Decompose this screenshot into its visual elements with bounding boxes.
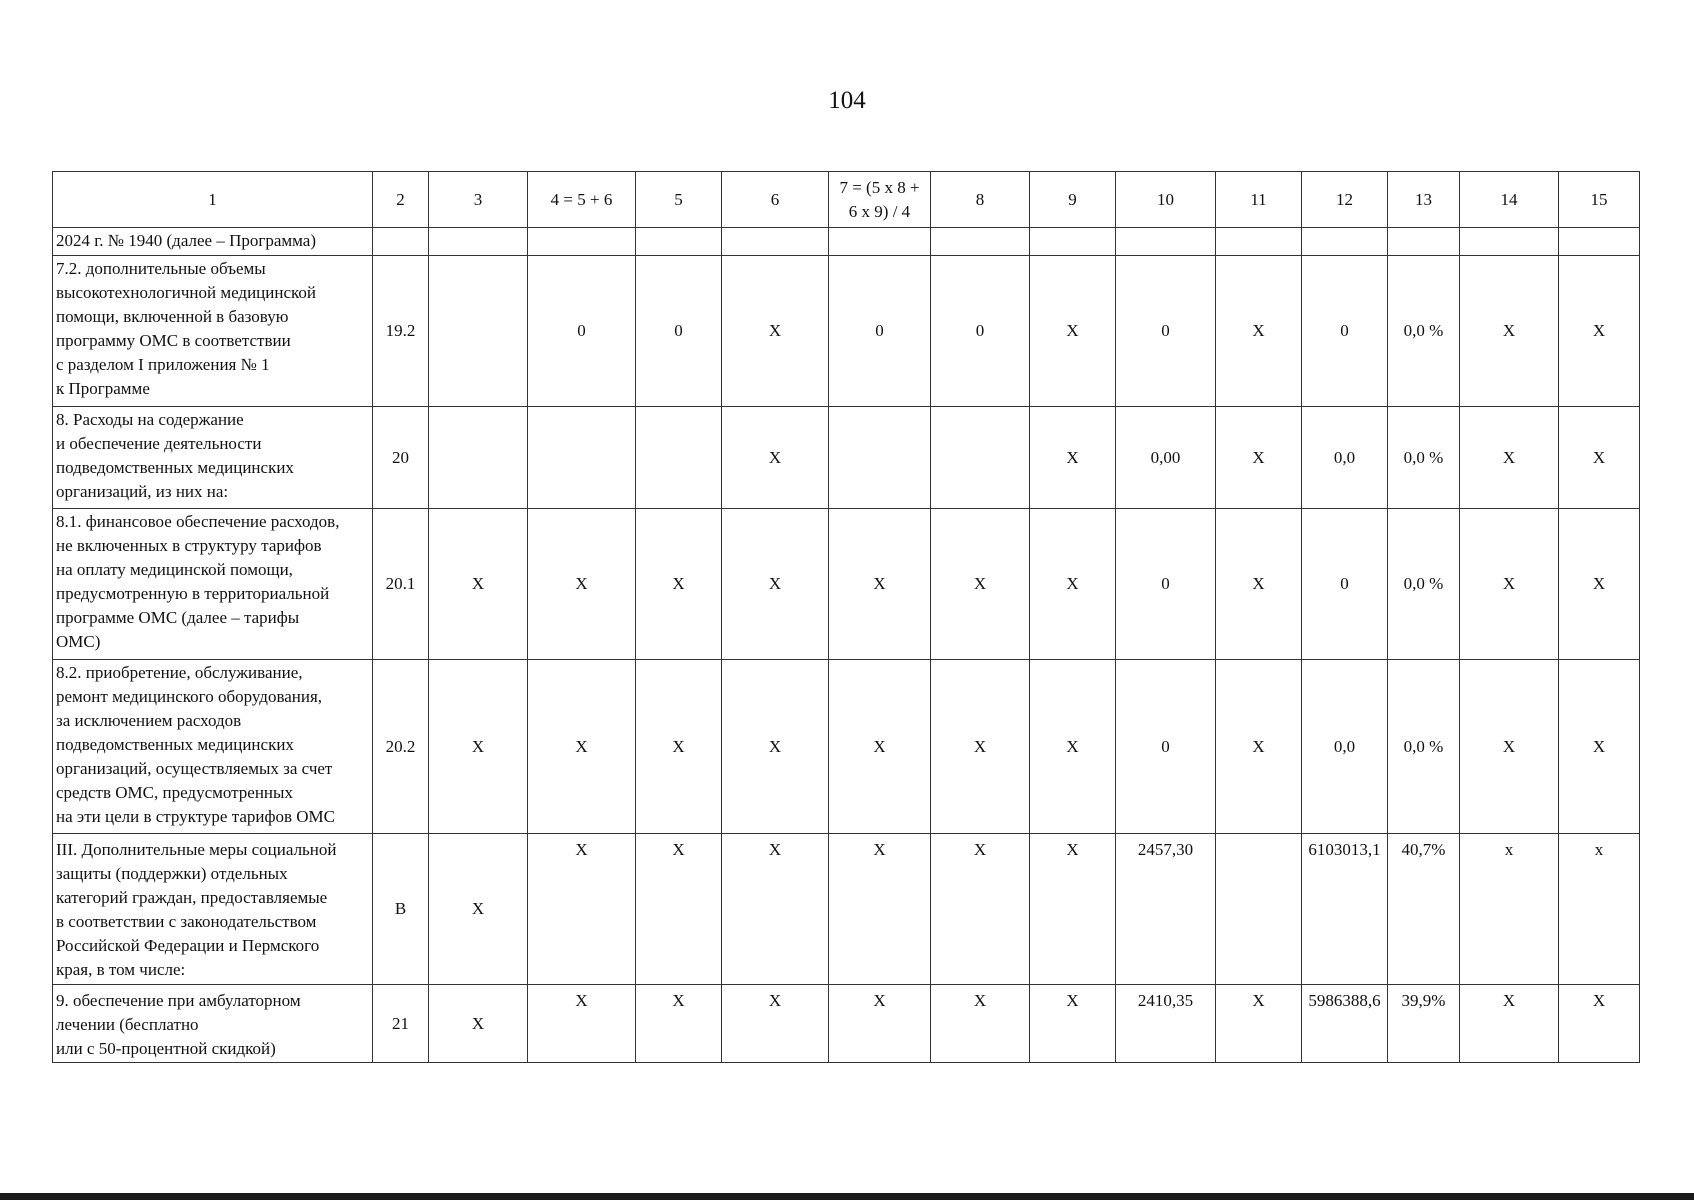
cell-text: Х bbox=[1252, 321, 1265, 340]
table-row bbox=[53, 256, 1640, 407]
table-cell-col-5 bbox=[636, 256, 722, 407]
header-cell-6: 6 bbox=[722, 172, 829, 228]
table-cell-col-12 bbox=[1302, 407, 1388, 509]
table-cell-col-3 bbox=[429, 228, 528, 256]
table-cell-col-8 bbox=[931, 834, 1030, 985]
cell-text: Х bbox=[1066, 736, 1079, 756]
header-cell-9: 9 bbox=[1030, 172, 1116, 228]
table-cell-col-9 bbox=[1030, 509, 1116, 660]
table-cell-col-13 bbox=[1388, 256, 1460, 407]
table-cell-col-13 bbox=[1388, 834, 1460, 985]
cell-text: Х bbox=[672, 991, 685, 1010]
table-cell-col-5 bbox=[636, 834, 722, 985]
cell-text: 0,0 bbox=[1333, 447, 1356, 467]
table-cell-col-4 bbox=[528, 407, 636, 509]
table-body bbox=[53, 228, 1640, 1063]
cell-text: Х bbox=[768, 991, 782, 1010]
table-cell-col-5 bbox=[636, 228, 722, 256]
cell-text: 0,00 bbox=[1150, 447, 1181, 467]
table-cell-col-10 bbox=[1116, 256, 1216, 407]
table-cell-col-14 bbox=[1460, 660, 1559, 834]
cell-text: 8.1. финансовое обеспечение расходов, не включенных в структуру тарифов на оплату медицинской помощи, предусмотренную в территориальной программе ОМС (далее – тарифы ОМС) bbox=[56, 512, 340, 651]
cell-text: Х bbox=[1252, 736, 1265, 756]
cell-text: Х bbox=[471, 736, 485, 756]
table-cell-col-13 bbox=[1388, 660, 1460, 834]
cell-text: Х bbox=[973, 991, 987, 1010]
table-cell-col-14 bbox=[1460, 407, 1559, 509]
table-cell-col-6 bbox=[722, 834, 829, 985]
cell-text: 6103013,1 bbox=[1308, 840, 1381, 859]
table-cell-col-14 bbox=[1460, 228, 1559, 256]
table-cell-col-14 bbox=[1460, 985, 1559, 1063]
table-cell-col-10 bbox=[1116, 660, 1216, 834]
cell-text: 5986388,6 bbox=[1308, 991, 1381, 1010]
cell-text: Х bbox=[1592, 574, 1606, 593]
cell-text: 8.2. приобретение, обслуживание, ремонт медицинского оборудования, за исключением расходов подведомственных медицинских организаций, осуществляемых за счет средств ОМС, предусмотренных на эти цели в структуре тарифов ОМС bbox=[56, 663, 336, 826]
cell-text: Х bbox=[1066, 321, 1079, 340]
cell-text: Х bbox=[1592, 991, 1606, 1010]
cell-text: Х bbox=[672, 840, 685, 859]
cell-text: Х bbox=[1252, 447, 1265, 467]
table-cell-col-2 bbox=[373, 509, 429, 660]
table-cell-col-4 bbox=[528, 834, 636, 985]
table-cell-col-3 bbox=[429, 407, 528, 509]
table-cell-col-9 bbox=[1030, 985, 1116, 1063]
table-cell-col-13 bbox=[1388, 509, 1460, 660]
cell-text: Х bbox=[973, 736, 987, 756]
table-cell-col-12 bbox=[1302, 228, 1388, 256]
table-cell-col-11 bbox=[1216, 660, 1302, 834]
table-cell-col-8 bbox=[931, 228, 1030, 256]
cell-text: Х bbox=[768, 321, 782, 340]
cell-text: В bbox=[394, 899, 407, 918]
table-cell-col-9 bbox=[1030, 256, 1116, 407]
table-cell-col-6 bbox=[722, 407, 829, 509]
cell-text: 0 bbox=[1161, 574, 1170, 593]
cell-text: х bbox=[1594, 840, 1604, 859]
table-cell-col-7 bbox=[829, 228, 931, 256]
table-cell-col-7 bbox=[829, 407, 931, 509]
header-cell-8: 8 bbox=[931, 172, 1030, 228]
table-cell-col-3 bbox=[429, 985, 528, 1063]
table-cell-col-7 bbox=[829, 660, 931, 834]
table-row bbox=[53, 407, 1640, 509]
header-cell-15: 15 bbox=[1559, 172, 1640, 228]
cell-text: 0 bbox=[577, 321, 586, 340]
table-cell-col-7 bbox=[829, 256, 931, 407]
table-cell-col-8 bbox=[931, 985, 1030, 1063]
cell-text: Х bbox=[873, 991, 886, 1010]
table-cell-col-6 bbox=[722, 660, 829, 834]
cell-text: 0 bbox=[674, 321, 683, 340]
budget-table bbox=[52, 171, 1640, 1063]
header-cell-13: 13 bbox=[1388, 172, 1460, 228]
table-row bbox=[53, 660, 1640, 834]
header-cell-12: 12 bbox=[1302, 172, 1388, 228]
cell-text: х bbox=[1504, 840, 1514, 859]
cell-text: Х bbox=[1066, 574, 1079, 593]
cell-text: Х bbox=[1066, 991, 1079, 1010]
table-cell-col-7 bbox=[829, 834, 931, 985]
table-row bbox=[53, 834, 1640, 985]
cell-text: Х bbox=[1592, 321, 1606, 340]
table-cell-col-10 bbox=[1116, 228, 1216, 256]
table-cell-col-11 bbox=[1216, 407, 1302, 509]
table-cell-col-12 bbox=[1302, 256, 1388, 407]
table-cell-col-11 bbox=[1216, 834, 1302, 985]
table-cell-col-13 bbox=[1388, 985, 1460, 1063]
table-cell-col-4 bbox=[528, 509, 636, 660]
table-cell-col-3 bbox=[429, 509, 528, 660]
cell-text: Х bbox=[575, 991, 588, 1010]
cell-text: Х bbox=[575, 736, 588, 756]
cell-text: Х bbox=[1252, 574, 1265, 593]
cell-text: 8. Расходы на содержание и обеспечение деятельности подведомственных медицинских организаций, из них на: bbox=[56, 410, 294, 501]
table-cell-col-14 bbox=[1460, 509, 1559, 660]
cell-text: 39,9% bbox=[1401, 991, 1446, 1010]
header-cell-10: 10 bbox=[1116, 172, 1216, 228]
cell-text: Х bbox=[471, 899, 485, 918]
cell-text: 20 bbox=[392, 447, 409, 467]
table-cell-col-6 bbox=[722, 228, 829, 256]
table-cell-col-9 bbox=[1030, 407, 1116, 509]
table-cell-col-10 bbox=[1116, 407, 1216, 509]
table-cell-col-9 bbox=[1030, 660, 1116, 834]
cell-text: Х bbox=[1502, 574, 1516, 593]
cell-text: Х bbox=[1502, 321, 1516, 340]
table-cell-col-10 bbox=[1116, 509, 1216, 660]
cell-text: Х bbox=[1066, 447, 1079, 467]
table-cell-col-6 bbox=[722, 256, 829, 407]
table-cell-col-3 bbox=[429, 660, 528, 834]
cell-text: 2410,35 bbox=[1137, 991, 1194, 1010]
table-cell-col-15 bbox=[1559, 509, 1640, 660]
table-row bbox=[53, 228, 1640, 256]
table-cell-col-3 bbox=[429, 256, 528, 407]
cell-text: Х bbox=[768, 447, 782, 467]
table-cell-col-13 bbox=[1388, 407, 1460, 509]
table-cell-col-10 bbox=[1116, 985, 1216, 1063]
table-row bbox=[53, 509, 1640, 660]
header-cell-1: 1 bbox=[53, 172, 373, 228]
table-cell-col-14 bbox=[1460, 256, 1559, 407]
table-cell-col-1 bbox=[53, 834, 373, 985]
table-cell-col-2 bbox=[373, 228, 429, 256]
cell-text: Х bbox=[973, 840, 987, 859]
table-cell-col-8 bbox=[931, 407, 1030, 509]
cell-text: 0,0 % bbox=[1403, 447, 1444, 467]
cell-text: Х bbox=[873, 574, 886, 593]
table-cell-col-7 bbox=[829, 985, 931, 1063]
header-cell-14: 14 bbox=[1460, 172, 1559, 228]
table-cell-col-9 bbox=[1030, 834, 1116, 985]
table-cell-col-15 bbox=[1559, 834, 1640, 985]
cell-text: 0,0 % bbox=[1403, 736, 1444, 756]
table-cell-col-15 bbox=[1559, 407, 1640, 509]
table-cell-col-1 bbox=[53, 509, 373, 660]
cell-text: Х bbox=[575, 840, 588, 859]
cell-text: 0 bbox=[1161, 736, 1170, 756]
cell-text: 20.2 bbox=[385, 736, 416, 756]
table-cell-col-12 bbox=[1302, 660, 1388, 834]
table-cell-col-15 bbox=[1559, 660, 1640, 834]
table-cell-col-5 bbox=[636, 660, 722, 834]
table-cell-col-7 bbox=[829, 509, 931, 660]
cell-text: Х bbox=[768, 574, 782, 593]
cell-text: 0,0 bbox=[1333, 736, 1356, 756]
cell-text: Х bbox=[768, 840, 782, 859]
cell-text: Х bbox=[1252, 991, 1265, 1010]
table-cell-col-4 bbox=[528, 985, 636, 1063]
table-cell-col-8 bbox=[931, 660, 1030, 834]
cell-text: 2457,30 bbox=[1137, 840, 1194, 859]
table-row bbox=[53, 985, 1640, 1063]
table-cell-col-1 bbox=[53, 228, 373, 256]
cell-text: Х bbox=[1592, 447, 1606, 467]
table-cell-col-6 bbox=[722, 509, 829, 660]
cell-text: 0 bbox=[1340, 321, 1349, 340]
table-cell-col-11 bbox=[1216, 256, 1302, 407]
table-cell-col-4 bbox=[528, 660, 636, 834]
table-cell-col-2 bbox=[373, 985, 429, 1063]
header-cell-4: 4 = 5 + 6 bbox=[528, 172, 636, 228]
cell-text: 19.2 bbox=[385, 321, 416, 340]
cell-text: 0,0 % bbox=[1403, 574, 1444, 593]
cell-text: 0 bbox=[975, 321, 985, 340]
cell-text: 9. обеспечение при амбулаторном лечении (бесплатно или с 50-процентной скидкой) bbox=[56, 991, 301, 1058]
table-cell-col-15 bbox=[1559, 228, 1640, 256]
table-cell-col-4 bbox=[528, 228, 636, 256]
table-cell-col-2 bbox=[373, 660, 429, 834]
scan-edge-band bbox=[0, 1193, 1694, 1200]
cell-text: Х bbox=[672, 574, 685, 593]
cell-text: Х bbox=[873, 840, 886, 859]
table-cell-col-9 bbox=[1030, 228, 1116, 256]
cell-text: 0 bbox=[1340, 574, 1349, 593]
table-cell-col-12 bbox=[1302, 834, 1388, 985]
cell-text: Х bbox=[973, 574, 987, 593]
header-row bbox=[53, 172, 1640, 228]
cell-text: Х bbox=[471, 1013, 485, 1033]
table-cell-col-11 bbox=[1216, 509, 1302, 660]
table-cell-col-11 bbox=[1216, 228, 1302, 256]
cell-text: Х bbox=[1066, 840, 1079, 859]
header-cell-11: 11 bbox=[1216, 172, 1302, 228]
table-cell-col-14 bbox=[1460, 834, 1559, 985]
table-cell-col-8 bbox=[931, 509, 1030, 660]
cell-text: 2024 г. № 1940 (далее – Программа) bbox=[56, 231, 317, 250]
table-cell-col-12 bbox=[1302, 509, 1388, 660]
cell-text: 20.1 bbox=[385, 574, 416, 593]
cell-text: 0,0 % bbox=[1403, 321, 1444, 340]
cell-text: 7.2. дополнительные объемы высокотехнологичной медицинской помощи, включенной в базовую программу ОМС в соответствии с разделом I приложения № 1 к Программе bbox=[56, 259, 316, 398]
table-cell-col-5 bbox=[636, 985, 722, 1063]
table-cell-col-6 bbox=[722, 985, 829, 1063]
cell-text: Х bbox=[672, 736, 685, 756]
cell-text: Х bbox=[873, 736, 886, 756]
table-cell-col-12 bbox=[1302, 985, 1388, 1063]
cell-text: Х bbox=[1502, 991, 1516, 1010]
cell-text: 40,7% bbox=[1401, 840, 1446, 859]
cell-text: III. Дополнительные меры социальной защиты (поддержки) отдельных категорий граждан, предоставляемые в соответствии с законодательством Российской Федерации и Пермского края, в том числе: bbox=[56, 840, 337, 979]
table-cell-col-2 bbox=[373, 834, 429, 985]
cell-text: Х bbox=[1592, 736, 1606, 756]
cell-text: 0 bbox=[875, 321, 884, 340]
cell-text: Х bbox=[575, 574, 588, 593]
table-cell-col-11 bbox=[1216, 985, 1302, 1063]
table-cell-col-2 bbox=[373, 256, 429, 407]
table-cell-col-5 bbox=[636, 407, 722, 509]
header-cell-7: 7 = (5 х 8 + 6 х 9) / 4 bbox=[829, 172, 931, 228]
table-cell-col-4 bbox=[528, 256, 636, 407]
table-cell-col-1 bbox=[53, 660, 373, 834]
cell-text: Х bbox=[1502, 736, 1516, 756]
cell-text: 21 bbox=[392, 1013, 409, 1033]
cell-text: Х bbox=[768, 736, 782, 756]
table-cell-col-2 bbox=[373, 407, 429, 509]
table-cell-col-1 bbox=[53, 256, 373, 407]
cell-text: Х bbox=[1502, 447, 1516, 467]
header-cell-3: 3 bbox=[429, 172, 528, 228]
table-cell-col-5 bbox=[636, 509, 722, 660]
table-cell-col-1 bbox=[53, 985, 373, 1063]
header-cell-5: 5 bbox=[636, 172, 722, 228]
cell-text: Х bbox=[471, 574, 485, 593]
header-cell-2: 2 bbox=[373, 172, 429, 228]
table-cell-col-8 bbox=[931, 256, 1030, 407]
table-cell-col-3 bbox=[429, 834, 528, 985]
cell-text: 0 bbox=[1161, 321, 1170, 340]
table-cell-col-1 bbox=[53, 407, 373, 509]
table-cell-col-15 bbox=[1559, 256, 1640, 407]
table-cell-col-15 bbox=[1559, 985, 1640, 1063]
table-cell-col-10 bbox=[1116, 834, 1216, 985]
page-number: 104 bbox=[828, 87, 866, 114]
table-cell-col-13 bbox=[1388, 228, 1460, 256]
